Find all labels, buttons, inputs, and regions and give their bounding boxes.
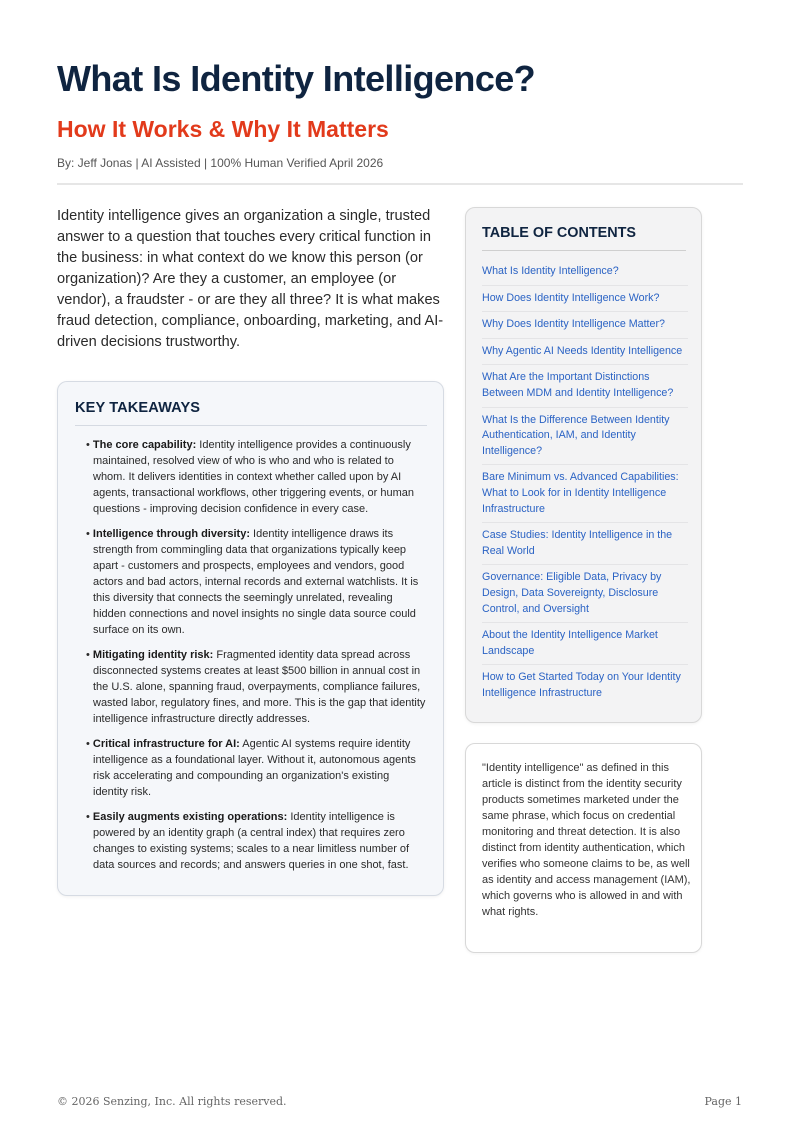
takeaway-label: Critical infrastructure for AI: bbox=[92, 738, 240, 750]
toc-link[interactable]: What Are the Important Distinctions Between MDM and Identity Intelligence? bbox=[482, 370, 688, 407]
key-takeaways-list bbox=[86, 437, 426, 882]
takeaway-text: Agentic AI systems require identity intelligence as a foundational layer. Without it, autonomous agents risk accelerating and compounding an organization's existing identity risk. bbox=[93, 738, 416, 798]
page-subtitle: How It Works & Why It Matters bbox=[57, 116, 389, 142]
key-takeaways-heading: KEY TAKEAWAYS bbox=[75, 400, 201, 416]
toc-link[interactable]: What Is the Difference Between Identity Authentication, IAM, and Identity Intelligence? bbox=[482, 413, 688, 466]
takeaway-label: Intelligence through diversity: bbox=[92, 528, 250, 540]
toc-link[interactable]: Why Does Identity Intelligence Matter? bbox=[482, 317, 688, 339]
toc-link[interactable]: Case Studies: Identity Intelligence in the Real World bbox=[482, 528, 688, 565]
toc-link[interactable]: About the Identity Intelligence Market Landscape bbox=[482, 628, 688, 665]
toc-divider bbox=[482, 250, 686, 251]
definition-note-box bbox=[465, 743, 702, 953]
toc-heading: TABLE OF CONTENTS bbox=[482, 225, 637, 241]
takeaway-label: The core capability: bbox=[92, 439, 197, 451]
toc-link[interactable]: How Does Identity Intelligence Work? bbox=[482, 291, 688, 313]
footer-page-number: Page 1 bbox=[704, 1095, 742, 1108]
definition-note-text: "Identity intelligence" as defined in this article is distinct from the identity security products sometimes marketed under the same phrase, which focus on credential monitoring and threat detection. It is also distinct from identity authentication, which verifies who someone claims to be, as well as identity and access management (IAM), which governs who is allowed in and with what rights. bbox=[482, 762, 691, 918]
toc-link[interactable]: Bare Minimum vs. Advanced Capabilities: What to Look for in Identity Intelligence Infrastructure bbox=[482, 470, 688, 523]
table-of-contents bbox=[465, 207, 702, 723]
header-divider bbox=[57, 183, 743, 185]
toc-link[interactable]: Governance: Eligible Data, Privacy by Design, Data Sovereignty, Disclosure Control, and Oversight bbox=[482, 570, 688, 623]
takeaway-item: • Intelligence through diversity: Identity intelligence draws its strength from commingling data that organizations typically keep apart - customers and prospects, employees and vendors, good actors and bad actors, internal records and external watchlists. It is this diversity that connects the seemingly unrelated, revealing hidden connections and novel insights no single data source could surface on its own. bbox=[86, 528, 419, 636]
takeaway-text: Identity intelligence draws its strength from commingling data that organizations typically keep apart - customers and prospects, employees and vendors, good actors and bad actors, internal records and external watchlists. It is this diversity that connects the seemingly unrelated, revealing hidden connections and novel insights no single data source could surface on its own. bbox=[93, 528, 419, 636]
takeaway-text: Identity intelligence is powered by an identity graph (a central index) that requires zero changes to existing systems; scales to a near limitless number of data sources and records; and answers queries in one shot, fast. bbox=[93, 811, 410, 871]
takeaway-label: Mitigating identity risk: bbox=[92, 649, 214, 661]
takeaway-label: Easily augments existing operations: bbox=[92, 811, 288, 823]
page-title: What Is Identity Intelligence? bbox=[57, 58, 536, 99]
byline: By: Jeff Jonas | AI Assisted | 100% Human Verified April 2026 bbox=[57, 156, 384, 170]
toc-list bbox=[482, 264, 688, 711]
toc-link[interactable]: How to Get Started Today on Your Identity Intelligence Infrastructure bbox=[482, 671, 681, 699]
takeaway-text: Identity intelligence provides a continuously maintained, resolved view of who is who and who is related to whom. It delivers identities in context whether called upon by AI agents, transactional workflows, other triggering events, or human questions - improving decision confidence in every case. bbox=[93, 439, 414, 515]
key-takeaways-divider bbox=[75, 425, 427, 426]
intro-paragraph: Identity intelligence gives an organization a single, trusted answer to a question that touches every critical function in the business: in what context do we know this person (or organization)? Are they a customer, an employee (or vendor), a fraudster - or are they all three? It is what makes fraud detection, compliance, onboarding, marketing, and AI-driven decisions trustworthy. bbox=[57, 208, 444, 350]
footer-copyright: © 2026 Senzing, Inc. All rights reserved. bbox=[57, 1095, 287, 1108]
takeaway-text: Fragmented identity data spread across disconnected systems creates at least $500 billion in annual cost in the U.S. alone, spanning fraud, overpayments, compliance failures, wasted labor, regulatory fines, and more. This is the gap that identity intelligence infrastructure directly addresses. bbox=[93, 649, 426, 725]
key-takeaways-box bbox=[57, 381, 444, 896]
toc-link[interactable]: What Is Identity Intelligence? bbox=[482, 264, 688, 286]
takeaway-item: • Easily augments existing operations: Identity intelligence is powered by an identity graph (a central index) that requires zero changes to existing systems; scales to a near limitless number of data sources and records; and answers queries in one shot, fast. bbox=[86, 811, 410, 871]
toc-link[interactable]: Why Agentic AI Needs Identity Intelligence bbox=[482, 344, 688, 366]
takeaway-item: • Mitigating identity risk: Fragmented identity data spread across disconnected systems creates at least $500 billion in annual cost in the U.S. alone, spanning fraud, overpayments, compliance failures, wasted labor, regulatory fines, and more. This is the gap that identity intelligence infrastructure directly addresses. bbox=[86, 649, 426, 725]
takeaway-item: • Critical infrastructure for AI: Agentic AI systems require identity intelligence as a foundational layer. Without it, autonomous agents risk accelerating and compounding an organization's existing identity risk. bbox=[86, 738, 416, 798]
takeaway-item: • The core capability: Identity intelligence provides a continuously maintained, resolved view of who is who and who is related to whom. It delivers identities in context whether called upon by AI agents, transactional workflows, other triggering events, or human questions - improving decision confidence in every case. bbox=[86, 439, 414, 515]
